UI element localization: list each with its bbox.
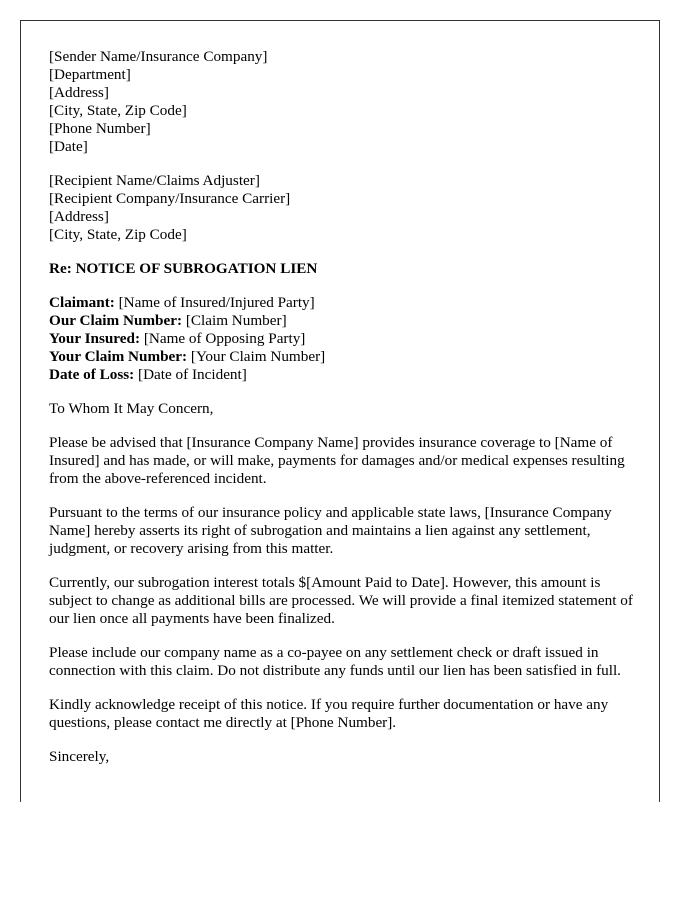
sender-city-state-zip: [City, State, Zip Code]	[49, 102, 187, 119]
recipient-address: [Address]	[49, 208, 109, 225]
recipient-company: [Recipient Company/Insurance Carrier]	[49, 190, 291, 207]
letter-body	[49, 48, 639, 782]
reference-value: [Name of Insured/Injured Party]	[114, 294, 315, 311]
reference-your-insured	[49, 330, 639, 348]
reference-label: Claimant:	[49, 294, 115, 311]
sender-name: [Sender Name/Insurance Company]	[49, 48, 268, 65]
sender-department: [Department]	[49, 66, 131, 83]
sender-address-block	[49, 48, 639, 156]
reference-value: [Your Claim Number]	[187, 348, 326, 365]
reference-your-claim-number	[49, 348, 639, 366]
reference-our-claim-number	[49, 312, 639, 330]
paragraph-acknowledge: Kindly acknowledge receipt of this notice. If you require further documentation or have any questions, please contact me directly at [Phone Number].	[49, 696, 609, 731]
reference-label: Your Insured:	[49, 330, 141, 347]
reference-value: [Claim Number]	[182, 312, 287, 329]
recipient-city-state-zip: [City, State, Zip Code]	[49, 226, 187, 243]
reference-value: [Name of Opposing Party]	[140, 330, 306, 347]
recipient-address-block	[49, 172, 639, 244]
reference-claimant	[49, 294, 639, 312]
paragraph-coverage: Please be advised that [Insurance Company Name] provides insurance coverage to [Name of Insured] and has made, or will make, payments for damages and/or medical expenses resulting from the above-referenced incident.	[49, 434, 625, 487]
paragraph-subrogation-right: Pursuant to the terms of our insurance policy and applicable state laws, [Insurance Company Name] hereby asserts its right of subrogation and maintains a lien against any settlement, judgment, or recovery arising from this matter.	[49, 504, 612, 557]
closing: Sincerely,	[49, 748, 110, 765]
sender-phone: [Phone Number]	[49, 120, 151, 137]
subject-line: Re: NOTICE OF SUBROGATION LIEN	[49, 260, 318, 277]
sender-address: [Address]	[49, 84, 109, 101]
recipient-name: [Recipient Name/Claims Adjuster]	[49, 172, 260, 189]
reference-date-of-loss	[49, 366, 639, 384]
paragraph-co-payee: Please include our company name as a co-payee on any settlement check or draft issued in connection with this claim. Do not distribute any funds until our lien has been satisfied in full.	[49, 644, 621, 679]
reference-value: [Date of Incident]	[134, 366, 247, 383]
reference-label: Our Claim Number:	[49, 312, 183, 329]
paragraph-lien-amount: Currently, our subrogation interest totals $[Amount Paid to Date]. However, this amount is subject to change as additional bills are processed. We will provide a final itemized statement of our lien once all payments have been finalized.	[49, 574, 633, 627]
letter-date: [Date]	[49, 138, 88, 155]
reference-block	[49, 294, 639, 384]
reference-label: Your Claim Number:	[49, 348, 188, 365]
salutation: To Whom It May Concern,	[49, 400, 214, 417]
reference-label: Date of Loss:	[49, 366, 135, 383]
